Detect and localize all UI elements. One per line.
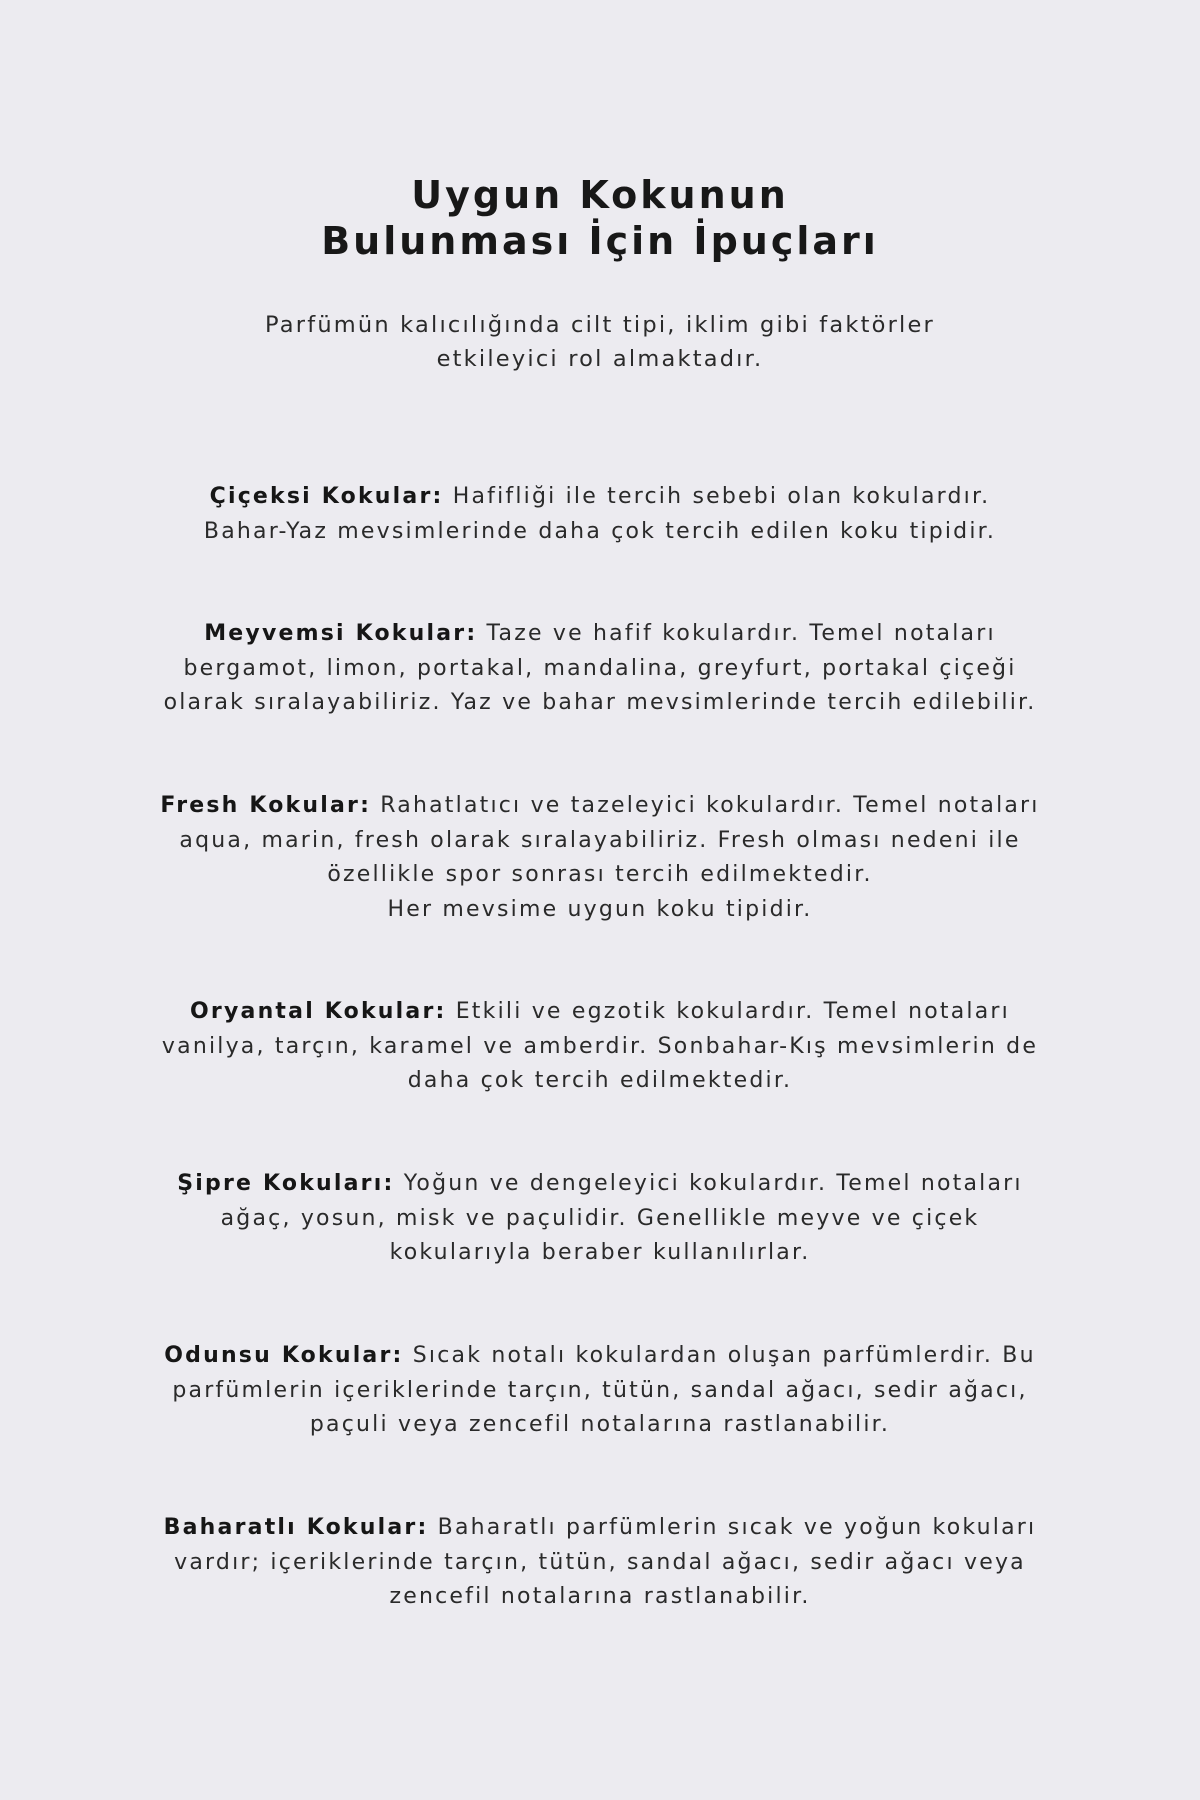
section-heading: Oryantal Kokular:	[190, 999, 447, 1024]
section-line: daha çok tercih edilmektedir.	[407, 1068, 793, 1093]
section-line: parfümlerin içeriklerinde tarçın, tütün, sandal ağacı, sedir ağacı,	[172, 1377, 1028, 1403]
intro-text	[0, 308, 1200, 376]
section-heading: Fresh Kokular:	[160, 793, 372, 818]
section-text: Yoğun ve dengeleyici kokulardır. Temel notaları	[403, 1171, 1023, 1196]
section-line: vardır; içeriklerinde tarçın, tütün, sandal ağacı, sedir ağacı veya	[174, 1549, 1026, 1575]
section-first-line	[0, 789, 1200, 824]
title-line-2: Bulunması İçin İpuçları	[321, 219, 879, 263]
section-oryantal	[0, 995, 1200, 1099]
title-line-1: Uygun Kokunun	[411, 173, 789, 217]
section-text: Hafifliği ile tercih sebebi olan kokulardır.	[452, 484, 991, 509]
section-sipre	[0, 1167, 1200, 1271]
section-fresh	[0, 789, 1200, 927]
section-heading: Çiçeksi Kokular:	[209, 484, 444, 509]
section-text: Etkili ve egzotik kokulardır. Temel notaları	[455, 999, 1010, 1024]
section-line: bergamot, limon, portakal, mandalina, greyfurt, portakal çiçeği	[183, 655, 1017, 681]
section-text: Taze ve hafif kokulardır. Temel notaları	[486, 621, 996, 646]
section-baharatli	[0, 1511, 1200, 1615]
section-meyvemsi	[0, 617, 1200, 721]
section-heading: Şipre Kokuları:	[177, 1171, 395, 1196]
section-first-line	[0, 1339, 1200, 1374]
section-first-line	[0, 1511, 1200, 1546]
section-line: kokularıyla beraber kullanılırlar.	[389, 1240, 811, 1265]
section-line: Her mevsime uygun koku tipidir.	[387, 896, 813, 922]
section-line: Bahar-Yaz mevsimlerinde daha çok tercih edilen koku tipidir.	[203, 518, 997, 544]
intro-line-1: Parfümün kalıcılığında cilt tipi, iklim gibi faktörler	[265, 312, 935, 338]
section-first-line	[0, 1167, 1200, 1202]
section-text: Rahatlatıcı ve tazeleyici kokulardır. Temel notaları	[380, 793, 1040, 818]
section-ciceksi	[0, 480, 1200, 549]
section-line: ağaç, yosun, misk ve paçulidir. Genellikle meyve ve çiçek	[220, 1205, 980, 1231]
intro-line-2: etkileyici rol almaktadır.	[436, 346, 764, 372]
section-text: Baharatlı parfümlerin sıcak ve yoğun kokuları	[437, 1515, 1037, 1540]
section-text: Sıcak notalı kokulardan oluşan parfümlerdir. Bu	[412, 1343, 1036, 1368]
page-title	[0, 172, 1200, 264]
section-line: zencefil notalarına rastlanabilir.	[389, 1584, 811, 1609]
section-first-line	[0, 480, 1200, 515]
section-heading: Odunsu Kokular:	[164, 1343, 404, 1368]
section-first-line	[0, 995, 1200, 1030]
section-line: özellikle spor sonrası tercih edilmektedir.	[327, 862, 873, 887]
section-line: olarak sıralayabiliriz. Yaz ve bahar mevsimlerinde tercih edilebilir.	[163, 690, 1037, 715]
section-odunsu	[0, 1339, 1200, 1443]
section-line: vanilya, tarçın, karamel ve amberdir. Sonbahar-Kış mevsimlerin de	[161, 1033, 1039, 1059]
section-heading: Meyvemsi Kokular:	[204, 621, 478, 646]
section-line: aqua, marin, fresh olarak sıralayabiliriz. Fresh olması nedeni ile	[179, 827, 1021, 853]
section-heading: Baharatlı Kokular:	[163, 1515, 429, 1540]
section-first-line	[0, 617, 1200, 652]
section-line: paçuli veya zencefil notalarına rastlanabilir.	[309, 1412, 891, 1437]
